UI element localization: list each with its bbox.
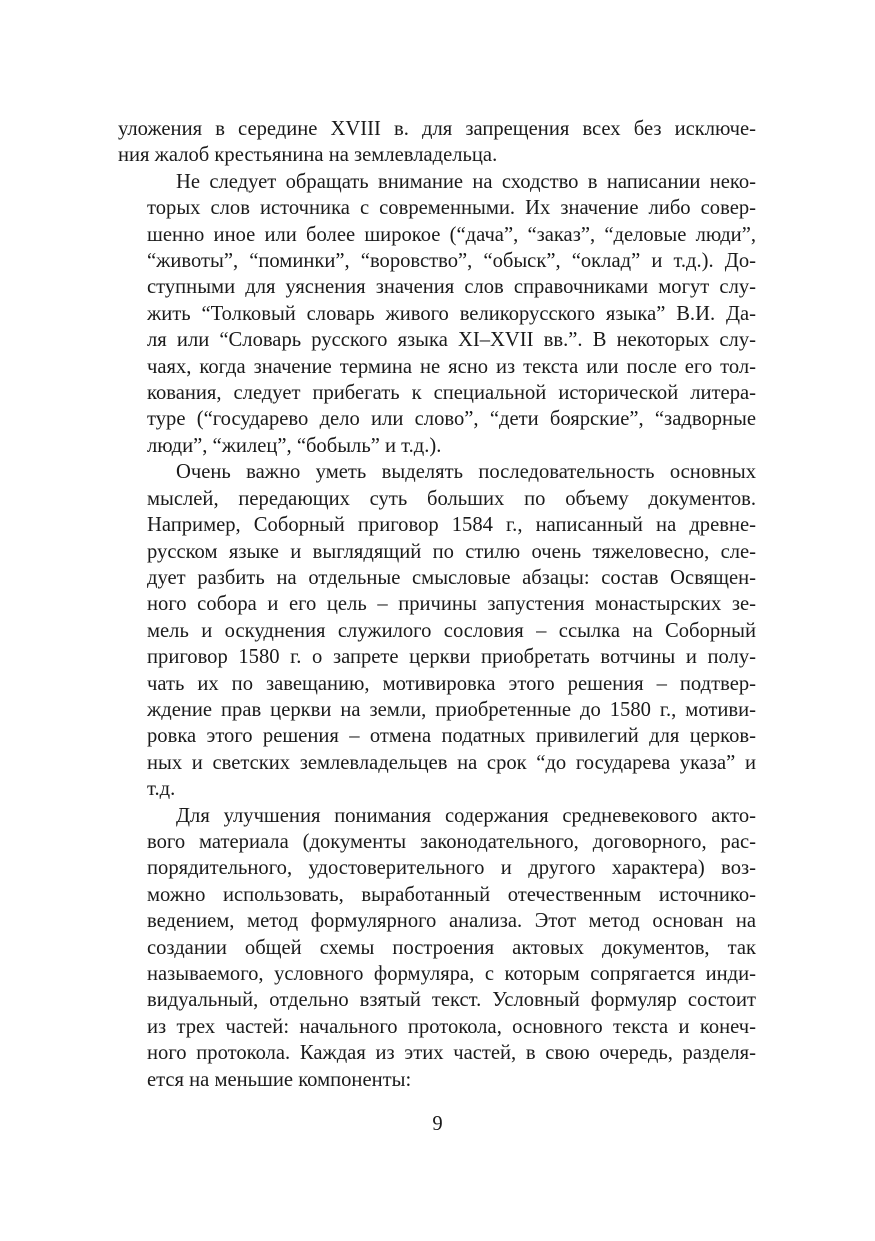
text-line: ного собора и его цель – причины запустения монастырских зе- bbox=[147, 593, 756, 616]
document-page bbox=[118, 116, 756, 1093]
text-line: называемого, условного формуляра, с которым сопрягается инди- bbox=[147, 963, 756, 985]
text-line: “животы”, “поминки”, “воровство”, “обыск”, “оклад” и т.д.). До- bbox=[147, 250, 756, 273]
text-line: Например, Соборный приговор 1584 г., написанный на древне- bbox=[147, 514, 756, 537]
text-line: ля или “Словарь русского языка XI–XVII вв.”. В некоторых слу- bbox=[147, 329, 756, 352]
text-line: чаях, когда значение термина не ясно из текста или после его тол- bbox=[147, 355, 756, 378]
text-line: дует разбить на отдельные смысловые абзацы: состав Освящен- bbox=[147, 566, 756, 589]
text-line: мель и оскуднения служилого сословия – ссылка на Соборный bbox=[147, 619, 756, 642]
text-line: видуальный, отдельно взятый текст. Условный формуляр состоит bbox=[147, 989, 756, 1012]
paragraph bbox=[118, 803, 756, 1093]
text-line: кования, следует прибегать к специальной исторической литера- bbox=[147, 382, 756, 405]
text-line: ных и светских землевладельцев на срок “до государева указа” и bbox=[147, 751, 756, 774]
text-line: ждение прав церкви на земли, приобретенные до 1580 г., мотиви- bbox=[147, 698, 756, 721]
text-line: русском языке и выглядящий по стилю очень тяжеловесно, сле- bbox=[147, 540, 756, 563]
text-line: чать их по завещанию, мотивировка этого решения – подтвер- bbox=[147, 672, 756, 695]
text-line: люди”, “жилец”, “бобыль” и т.д.). bbox=[147, 434, 442, 457]
text-line: ется на меньшие компоненты: bbox=[147, 1068, 412, 1091]
text-line: создании общей схемы построения актовых документов, так bbox=[147, 936, 756, 959]
text-line: ния жалоб крестьянина на землевладельца. bbox=[118, 144, 498, 167]
text-line: ступными для уяснения значения слов справочниками могут слу- bbox=[147, 276, 756, 299]
text-line: ровка этого решения – отмена податных привилегий для церков- bbox=[147, 725, 756, 748]
text-line: туре (“государево дело или слово”, “дети боярские”, “задворные bbox=[147, 408, 756, 431]
text-line: Не следует обращать внимание на сходство в написании неко- bbox=[176, 170, 756, 193]
text-line: уложения в середине XVIII в. для запрещения всех без исключе- bbox=[118, 118, 756, 140]
text-line: порядительного, удостоверительного и другого характера) воз- bbox=[147, 857, 756, 880]
text-line: жить “Толковый словарь живого великорусского языка” В.И. Да- bbox=[147, 302, 756, 325]
text-line: можно использовать, выработанный отечественным источнико- bbox=[147, 883, 756, 906]
text-line: вого материала (документы законодательного, договорного, рас- bbox=[147, 830, 756, 853]
text-line: шенно иное или более широкое (“дача”, “заказ”, “деловые люди”, bbox=[147, 223, 756, 246]
text-line: торых слов источника с современными. Их значение либо совер- bbox=[147, 197, 756, 220]
text-line: из трех частей: начального протокола, основного текста и конеч- bbox=[147, 1015, 756, 1038]
page-number: 9 bbox=[432, 1113, 443, 1135]
paragraph bbox=[118, 459, 756, 802]
text-line: мыслей, передающих суть больших по объему документов. bbox=[147, 487, 756, 510]
paragraph bbox=[118, 169, 756, 459]
text-line: Очень важно уметь выделять последовательность основных bbox=[176, 461, 756, 484]
paragraph bbox=[118, 116, 756, 169]
text-line: Для улучшения понимания содержания средневекового акто- bbox=[176, 804, 756, 827]
text-line: ного протокола. Каждая из этих частей, в свою очередь, разделя- bbox=[147, 1042, 756, 1065]
text-line: приговор 1580 г. о запрете церкви приобретать вотчины и полу- bbox=[147, 646, 756, 669]
text-line: ведением, метод формулярного анализа. Этот метод основан на bbox=[147, 910, 756, 933]
text-line: т.д. bbox=[147, 778, 176, 801]
